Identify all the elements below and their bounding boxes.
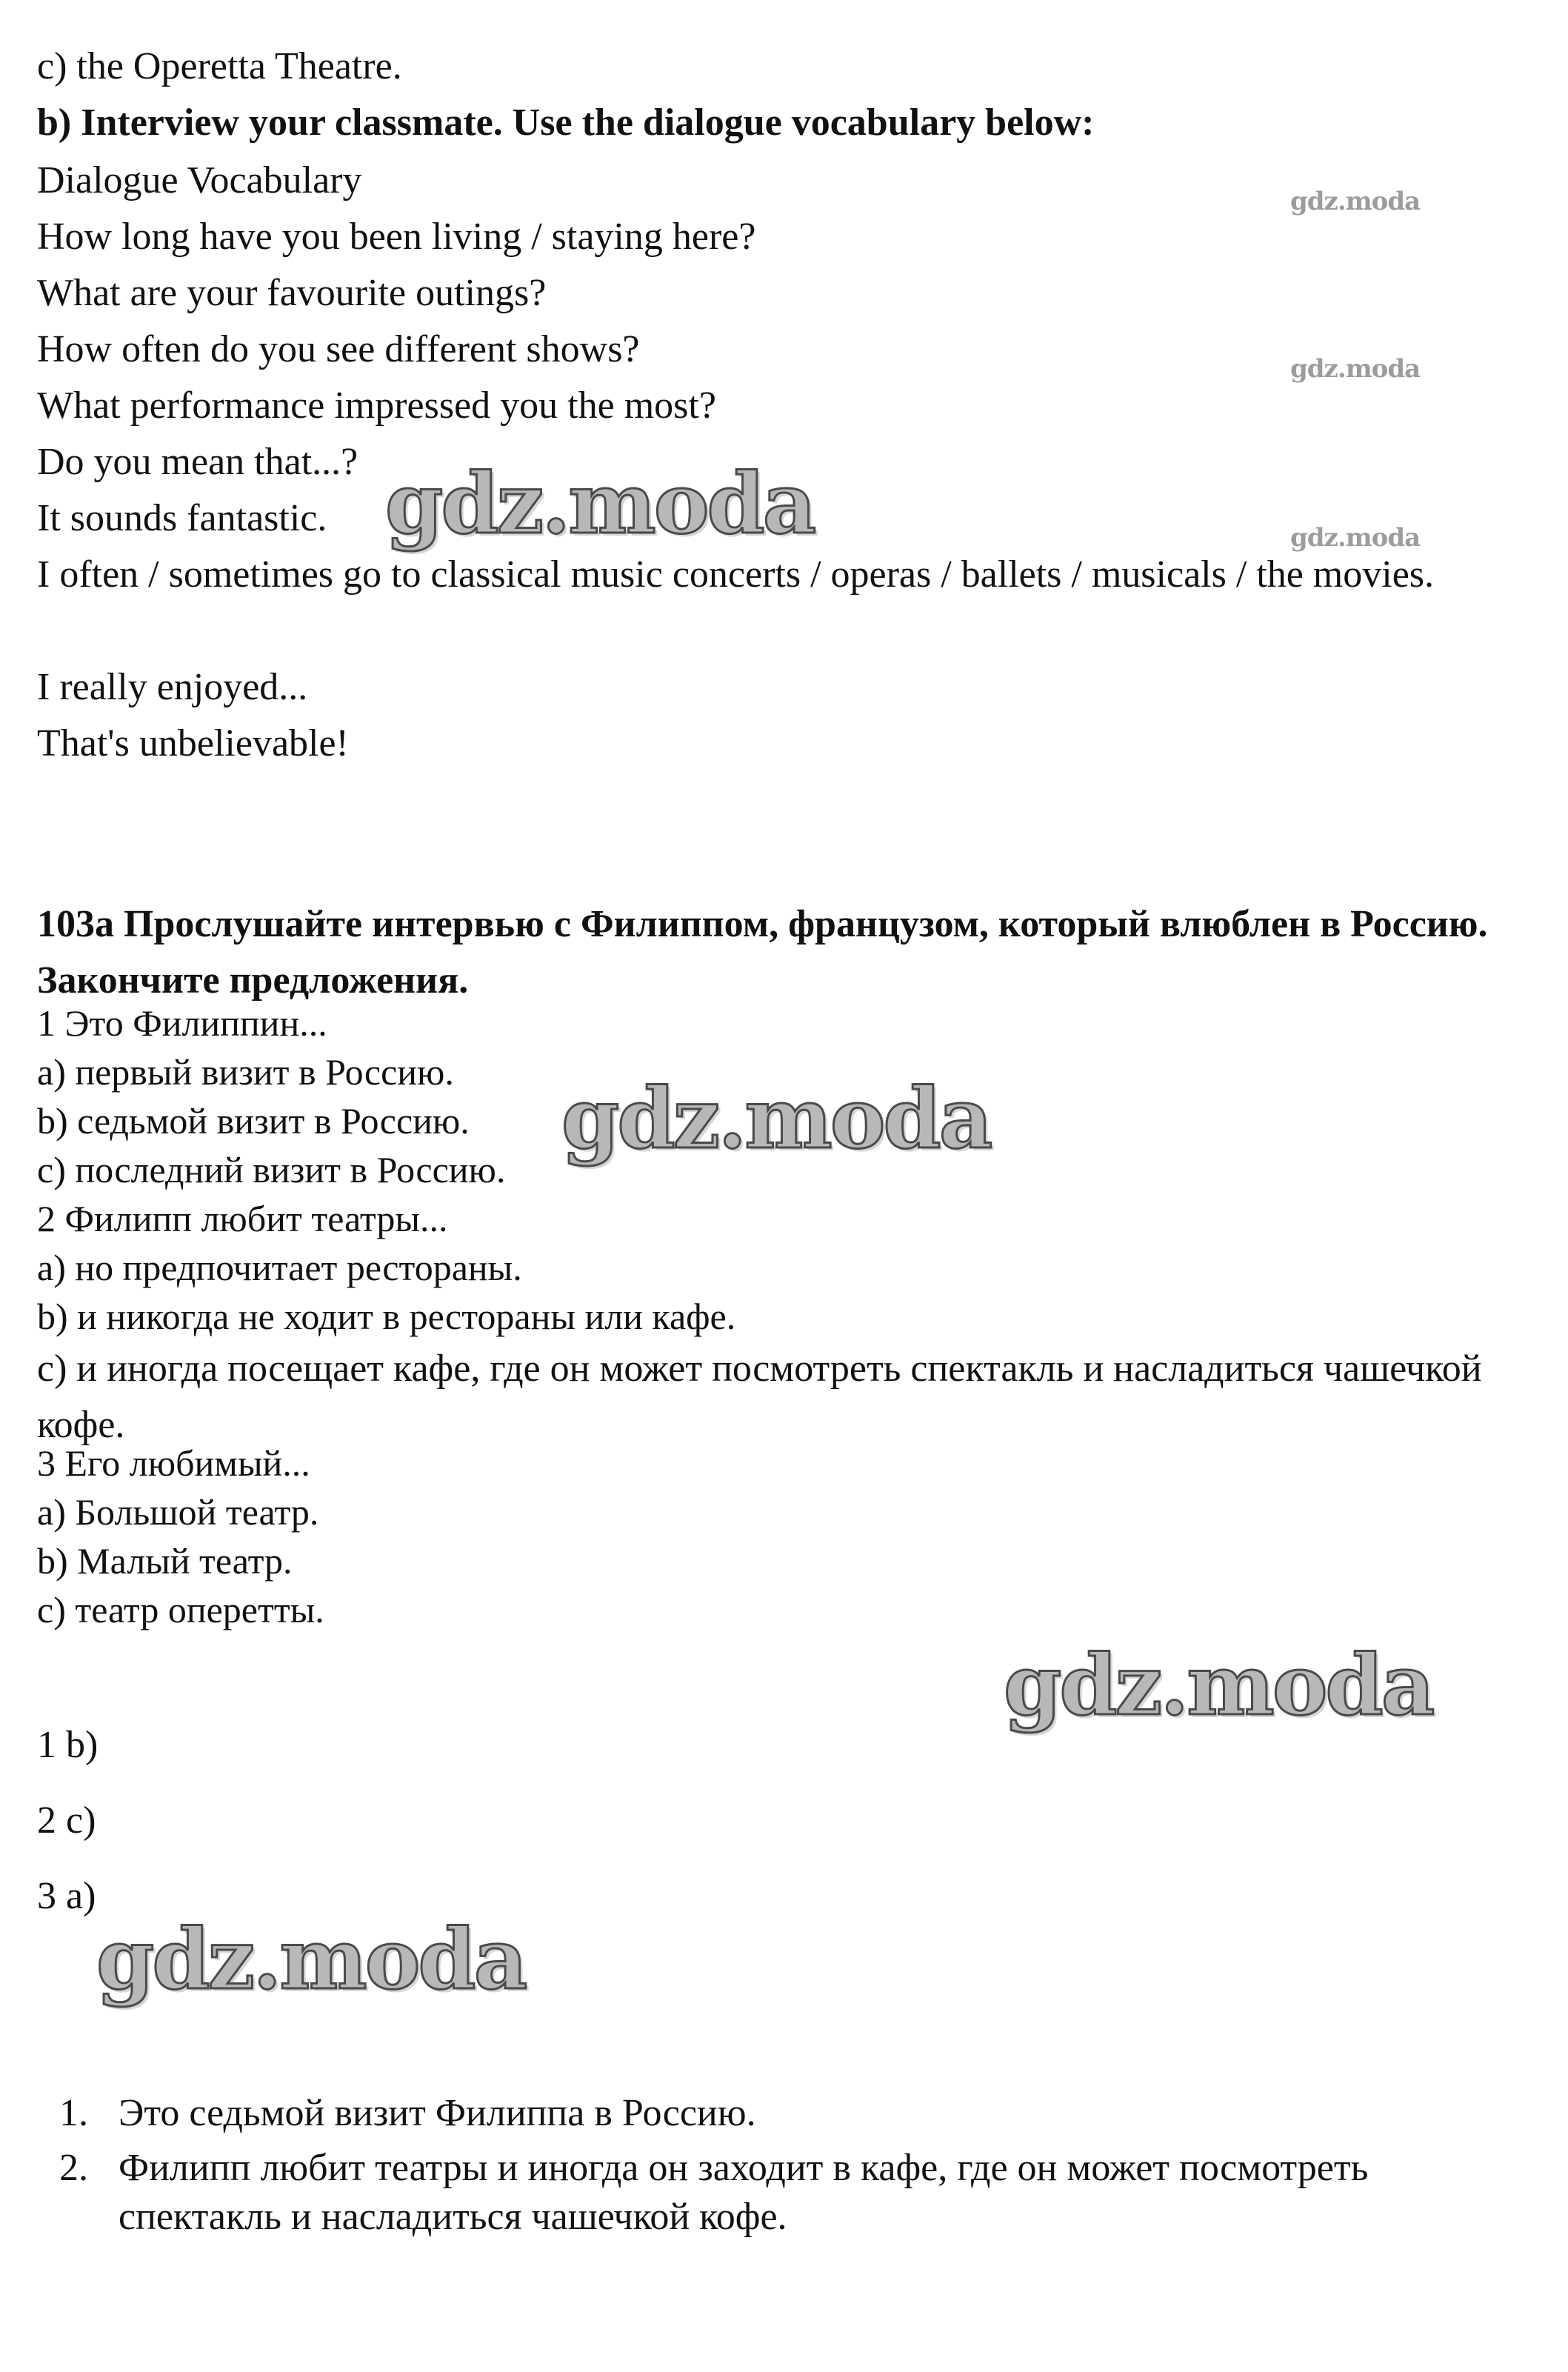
watermark: gdz.moda (385, 456, 815, 553)
vocab-phrase: How long have you been living / staying here? (37, 216, 756, 258)
watermark: gdz.moda (1290, 523, 1421, 553)
vocabulary-title: Dialogue Vocabulary (37, 159, 362, 201)
vocab-phrase: I often / sometimes go to classical music concerts / operas / ballets / musicals / the movies. (37, 553, 1435, 596)
question-3-option-a: a) Большой театр. (37, 1491, 319, 1533)
list-number: 1. (59, 2092, 88, 2134)
vocab-phrase: How often do you see different shows? (37, 328, 640, 370)
question-2-option-a: a) но предпочитает рестораны. (37, 1247, 522, 1288)
question-2-option-c: c) и иногда посещает кафе, где он может посмотреть спектакль и насладиться чашечкой кофе. (37, 1347, 1482, 1446)
watermark: gdz.moda (561, 1070, 991, 1167)
question-3: 3 Его любимый... (37, 1442, 310, 1484)
task-b-heading: b) Interview your classmate. Use the dialogue vocabulary below: (37, 101, 1095, 144)
vocab-phrase: I really enjoyed... (37, 666, 308, 708)
watermark: gdz.moda (1290, 354, 1421, 384)
vocab-phrase: What performance impressed you the most? (37, 384, 716, 427)
question-3-option-c: c) театр оперетты. (37, 1589, 324, 1630)
list-text: Это седьмой визит Филиппа в Россию. (119, 2092, 756, 2134)
list-item (59, 2144, 1467, 2242)
question-2: 2 Филипп любит театры... (37, 1198, 448, 1239)
question-1-option-a: a) первый визит в Россию. (37, 1051, 454, 1093)
previous-option: c) the Operetta Theatre. (37, 45, 402, 87)
vocab-phrase: Do you mean that...? (37, 441, 358, 483)
question-1-option-c: c) последний визит в Россию. (37, 1149, 506, 1190)
answer-3: 3 a) (37, 1875, 96, 1917)
answer-2: 2 c) (37, 1799, 96, 1842)
watermark: gdz.moda (1004, 1637, 1433, 1734)
question-2-option-b: b) и никогда не ходит в рестораны или кафе. (37, 1296, 736, 1337)
vocab-phrase: What are your favourite outings? (37, 272, 547, 314)
list-number: 2. (59, 2147, 88, 2189)
vocab-phrase: It sounds fantastic. (37, 497, 327, 539)
list-text: Филипп любит театры и иногда он заходит в кафе, где он может посмотреть спектакль и насладиться чашечкой кофе. (119, 2147, 1369, 2238)
watermark: gdz.moda (1290, 187, 1421, 216)
list-item (59, 2089, 1467, 2138)
question-3-option-b: b) Малый театр. (37, 1540, 293, 1582)
translation-list (59, 2089, 1467, 2248)
answer-1: 1 b) (37, 1724, 99, 1766)
question-1: 1 Это Филиппин... (37, 1002, 327, 1044)
watermark: gdz.moda (96, 1911, 526, 2008)
question-1-option-b: b) седьмой визит в Россию. (37, 1100, 470, 1142)
exercise-103a-heading: 103a Прослушайте интервью с Филиппом, французом, который влюблен в Россию. Закончите предложения. (37, 903, 1488, 1002)
vocab-phrase: That's unbelievable! (37, 722, 349, 764)
